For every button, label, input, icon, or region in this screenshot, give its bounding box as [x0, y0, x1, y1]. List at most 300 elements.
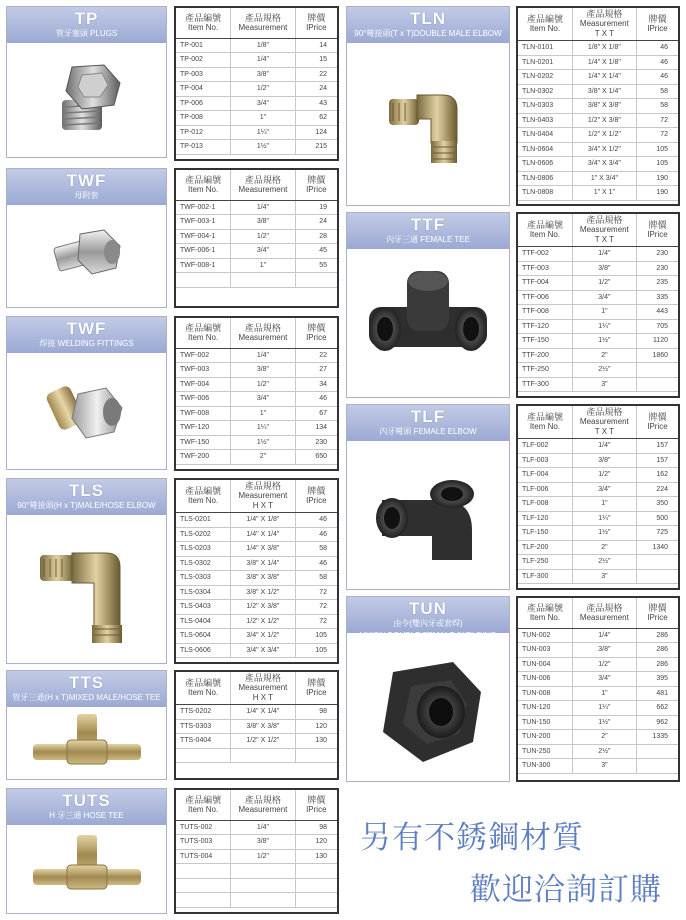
product-subtitle: 管牙三通(H x T)MIXED MALE/HOSE TEE: [12, 693, 161, 702]
price-cell: 481: [636, 686, 678, 701]
item-no-cell: [176, 864, 231, 879]
product-subtitle: 管牙塞頭 PLUGS: [55, 29, 118, 38]
measurement-cell: 1/2" X 1/2": [231, 734, 295, 749]
table-row: [176, 348, 337, 363]
price-cell: 46: [295, 527, 337, 542]
price-header: 牌價 IPrice: [295, 170, 337, 200]
table-header: [176, 318, 337, 348]
measurement-cell: 1/2": [572, 657, 636, 672]
measurement-cell: 1½": [231, 140, 295, 155]
table-row: [176, 864, 337, 879]
product-code: TLF: [410, 407, 446, 426]
item-no-cell: TTF-120: [518, 319, 572, 334]
measurement-cell: 1": [231, 111, 295, 126]
price-cell: 58: [636, 84, 678, 99]
item-no-cell: TTF-003: [518, 261, 572, 276]
mixed-tee-icon: [7, 707, 166, 779]
product-code: TTS: [68, 673, 105, 692]
item-no-cell: TLS-0403: [176, 600, 231, 615]
item-no-cell: TP-013: [176, 140, 231, 155]
table-row: [176, 38, 337, 53]
table-row: [518, 128, 678, 143]
item-no-cell: TUN-120: [518, 701, 572, 716]
item-no-cell: TLF-002: [518, 439, 572, 454]
item-no-cell: TUN-002: [518, 628, 572, 643]
item-no-cell: TLS-0201: [176, 513, 231, 528]
measurement-cell: 1/2": [572, 468, 636, 483]
price-cell: 350: [636, 497, 678, 512]
item-no-cell: TWF-006-1: [176, 244, 231, 259]
table-row: [518, 511, 678, 526]
price-cell: 157: [636, 453, 678, 468]
price-cell: 1340: [636, 540, 678, 555]
item-no-cell: TUN-300: [518, 759, 572, 774]
measurement-cell: 1/4" X 3/8": [231, 542, 295, 557]
price-cell: 45: [295, 244, 337, 259]
measurement-cell: 3/8" X 1/4": [231, 556, 295, 571]
price-table-tls: [174, 478, 339, 664]
product-subtitle: 90°彎接頭(H x T)MALE/HOSE ELBOW: [17, 501, 156, 510]
measurement-cell: 1/4": [231, 200, 295, 215]
table-row: [518, 497, 678, 512]
measurement-cell: 2": [572, 348, 636, 363]
measurement-cell: 3": [572, 759, 636, 774]
measurement-cell: [231, 273, 295, 288]
table-row: [176, 111, 337, 126]
measurement-cell: 1": [572, 686, 636, 701]
table-row: [518, 247, 678, 262]
price-table: [176, 480, 337, 658]
table-row: [176, 421, 337, 436]
price-cell: 46: [295, 513, 337, 528]
item-no-header: 產品編號 Item No.: [176, 8, 231, 38]
item-no-cell: TWF-008: [176, 406, 231, 421]
measurement-cell: 1¼": [231, 125, 295, 140]
header-row: [176, 318, 337, 348]
table-row: [176, 200, 337, 215]
measurement-cell: 1/4" X 1/8": [231, 513, 295, 528]
item-no-cell: TTF-002: [518, 247, 572, 262]
measurement-cell: [231, 878, 295, 893]
price-cell: 130: [295, 849, 337, 864]
price-table-tln: [516, 6, 680, 206]
measurement-cell: [231, 893, 295, 908]
price-cell: 105: [636, 157, 678, 172]
table-row: [176, 585, 337, 600]
measurement-header: 產品規格 Measurement T X T: [572, 8, 636, 41]
item-no-cell: TWF-003-1: [176, 215, 231, 230]
item-no-cell: TLS-0604: [176, 629, 231, 644]
price-cell: 105: [636, 142, 678, 157]
measurement-cell: 3/4": [231, 96, 295, 111]
product-card-tlf: [346, 404, 510, 590]
table-row: [176, 53, 337, 68]
product-subtitle: 母附套: [74, 191, 99, 200]
table-row: [518, 701, 678, 716]
measurement-cell: 1¼": [572, 511, 636, 526]
item-no-cell: TLN-0101: [518, 41, 572, 56]
measurement-header: 產品規格 Measurement: [231, 318, 295, 348]
measurement-cell: 1" X 1": [572, 186, 636, 201]
measurement-cell: 2": [572, 730, 636, 745]
table-row: [176, 392, 337, 407]
table-row: [518, 555, 678, 570]
price-table-tts: [174, 670, 339, 780]
measurement-header: 產品規格 Measurement: [231, 170, 295, 200]
item-no-cell: TLN-0202: [518, 70, 572, 85]
price-cell: 67: [295, 406, 337, 421]
table-row: [176, 527, 337, 542]
measurement-cell: 1/4": [231, 820, 295, 835]
item-no-cell: TLF-004: [518, 468, 572, 483]
table-row: [176, 835, 337, 850]
price-cell: 286: [636, 643, 678, 658]
measurement-cell: 1½": [572, 715, 636, 730]
table-body: [176, 38, 337, 154]
price-header: 牌價 IPrice: [295, 672, 337, 705]
product-code: TP: [74, 9, 99, 28]
price-table-tun: [516, 596, 680, 782]
product-card-tls: [6, 478, 167, 664]
price-cell: [636, 377, 678, 392]
table-row: [518, 453, 678, 468]
measurement-cell: 1/4": [572, 628, 636, 643]
table-row: [518, 686, 678, 701]
measurement-cell: 1¼": [231, 421, 295, 436]
table-row: [176, 125, 337, 140]
table-row: [518, 468, 678, 483]
table-row: [518, 276, 678, 291]
measurement-cell: 1/8" X 1/8": [572, 41, 636, 56]
table-row: [518, 305, 678, 320]
item-no-header: 產品編號 Item No.: [518, 598, 572, 628]
table-header: [518, 598, 678, 628]
price-table: [176, 672, 337, 763]
measurement-cell: 1½": [572, 526, 636, 541]
item-no-cell: TWF-004: [176, 377, 231, 392]
measurement-cell: 1/2": [231, 229, 295, 244]
measurement-cell: 1": [572, 497, 636, 512]
price-cell: 105: [295, 629, 337, 644]
item-no-cell: TWF-150: [176, 435, 231, 450]
header-row: [518, 214, 678, 247]
price-cell: 962: [636, 715, 678, 730]
price-cell: 120: [295, 719, 337, 734]
table-row: [176, 878, 337, 893]
measurement-header: 產品規格 Measurement: [231, 790, 295, 820]
item-no-cell: TLF-008: [518, 497, 572, 512]
product-code: TTF: [410, 215, 446, 234]
table-row: [518, 142, 678, 157]
measurement-cell: 3/8": [231, 67, 295, 82]
price-header: 牌價 IPrice: [295, 790, 337, 820]
table-row: [518, 171, 678, 186]
price-cell: 190: [636, 186, 678, 201]
product-card-twf-welding: [6, 316, 167, 470]
measurement-cell: 1/2" X 1/2": [572, 128, 636, 143]
price-cell: 1335: [636, 730, 678, 745]
item-no-cell: TLN-0303: [518, 99, 572, 114]
item-no-header: 產品編號 Item No.: [176, 672, 231, 705]
price-cell: 62: [295, 111, 337, 126]
table-row: [176, 82, 337, 97]
price-cell: 46: [636, 55, 678, 70]
measurement-cell: 1/2": [572, 276, 636, 291]
table-row: [176, 719, 337, 734]
item-no-cell: TWF-200: [176, 450, 231, 465]
double-male-elbow-icon: [347, 43, 509, 205]
price-header: 牌價 IPrice: [295, 318, 337, 348]
table-row: [176, 820, 337, 835]
measurement-cell: 3/8": [572, 453, 636, 468]
table-row: [518, 334, 678, 349]
measurement-cell: 1/2" X 1/2": [231, 614, 295, 629]
price-cell: 705: [636, 319, 678, 334]
item-no-cell: TTF-200: [518, 348, 572, 363]
price-cell: 98: [295, 705, 337, 720]
item-no-cell: TLN-0606: [518, 157, 572, 172]
table-row: [176, 67, 337, 82]
item-no-cell: TWF-002-1: [176, 200, 231, 215]
product-card-tts: [6, 670, 167, 780]
table-row: [176, 435, 337, 450]
price-cell: [636, 744, 678, 759]
product-card-ttf: [346, 212, 510, 398]
table-body: [176, 200, 337, 287]
item-no-cell: TLF-300: [518, 569, 572, 584]
item-no-cell: TLN-0404: [518, 128, 572, 143]
product-card-twf-female: [6, 168, 167, 308]
price-table: [518, 598, 678, 774]
measurement-cell: 1¼": [572, 701, 636, 716]
product-code: TUTS: [62, 791, 111, 810]
header-row: [176, 672, 337, 705]
measurement-cell: 2": [231, 450, 295, 465]
price-cell: [636, 759, 678, 774]
item-no-cell: TP-004: [176, 82, 231, 97]
price-cell: 19: [295, 200, 337, 215]
price-cell: 27: [295, 363, 337, 378]
price-cell: 230: [636, 247, 678, 262]
table-row: [518, 657, 678, 672]
male-hose-elbow-icon: [7, 515, 166, 663]
measurement-cell: 1/2": [231, 849, 295, 864]
table-row: [518, 319, 678, 334]
price-cell: 286: [636, 657, 678, 672]
table-row: [518, 70, 678, 85]
product-card-tp: [6, 6, 167, 158]
product-card-tuts: [6, 788, 167, 914]
item-no-cell: [176, 748, 231, 763]
product-code: TWF: [66, 171, 107, 190]
table-row: [176, 600, 337, 615]
item-no-header: 產品編號 Item No.: [176, 480, 231, 513]
item-no-cell: TP-001: [176, 38, 231, 53]
measurement-cell: 3/4": [231, 392, 295, 407]
item-no-cell: TTF-008: [518, 305, 572, 320]
table-row: [518, 643, 678, 658]
item-no-cell: TP-008: [176, 111, 231, 126]
item-no-cell: TP-012: [176, 125, 231, 140]
measurement-cell: 3/4" X 3/4": [572, 157, 636, 172]
measurement-cell: 3": [572, 569, 636, 584]
measurement-cell: 3/8" X 3/8": [231, 719, 295, 734]
item-no-cell: TP-002: [176, 53, 231, 68]
table-header: [518, 8, 678, 41]
measurement-cell: [231, 748, 295, 763]
table-header: [518, 214, 678, 247]
table-body: [176, 705, 337, 763]
measurement-header: 產品規格 Measurement T X T: [572, 214, 636, 247]
measurement-cell: [231, 864, 295, 879]
price-cell: 28: [295, 229, 337, 244]
table-row: [176, 556, 337, 571]
price-header: 牌價 IPrice: [636, 214, 678, 247]
measurement-cell: 3/8": [231, 215, 295, 230]
product-subtitle: H 牙三通 HOSE TEE: [49, 811, 124, 820]
price-header: 牌價 IPrice: [636, 406, 678, 439]
item-no-cell: TTF-150: [518, 334, 572, 349]
measurement-cell: 3/4": [572, 672, 636, 687]
price-header: 牌價 IPrice: [295, 8, 337, 38]
hex-plug-icon: [7, 43, 166, 157]
item-no-cell: TWF-004-1: [176, 229, 231, 244]
item-no-cell: TUN-008: [518, 686, 572, 701]
table-row: [518, 730, 678, 745]
table-row: [176, 258, 337, 273]
table-row: [518, 482, 678, 497]
measurement-cell: 3/8": [572, 261, 636, 276]
welding-fitting-icon: [7, 353, 166, 469]
price-cell: 725: [636, 526, 678, 541]
measurement-cell: 1/2": [231, 82, 295, 97]
measurement-cell: 1" X 3/4": [572, 171, 636, 186]
item-no-cell: TUTS-003: [176, 835, 231, 850]
table-row: [176, 643, 337, 658]
measurement-cell: 1/4": [231, 53, 295, 68]
measurement-cell: 3/8" X 3/8": [231, 571, 295, 586]
table-row: [176, 273, 337, 288]
item-no-cell: TLN-0302: [518, 84, 572, 99]
measurement-cell: 1/2" X 3/8": [572, 113, 636, 128]
price-cell: 24: [295, 215, 337, 230]
slogan-line-1: 另有不銹鋼材質: [360, 820, 584, 855]
table-header: [518, 406, 678, 439]
price-cell: 22: [295, 348, 337, 363]
table-row: [176, 244, 337, 259]
price-cell: 157: [636, 439, 678, 454]
table-body: [518, 439, 678, 584]
item-no-header: 產品編號 Item No.: [176, 790, 231, 820]
table-row: [518, 41, 678, 56]
table-row: [518, 186, 678, 201]
item-no-cell: TLS-0304: [176, 585, 231, 600]
price-cell: 24: [295, 82, 337, 97]
union-icon: [347, 643, 509, 781]
item-no-cell: TLF-003: [518, 453, 572, 468]
table-row: [518, 540, 678, 555]
item-no-cell: TLS-0202: [176, 527, 231, 542]
price-cell: [636, 569, 678, 584]
table-row: [518, 261, 678, 276]
product-code: TUN: [409, 599, 447, 618]
price-cell: [636, 555, 678, 570]
price-cell: 105: [295, 643, 337, 658]
price-cell: 500: [636, 511, 678, 526]
price-cell: 72: [636, 113, 678, 128]
price-cell: 15: [295, 53, 337, 68]
table-row: [518, 439, 678, 454]
table-body: [518, 41, 678, 201]
price-cell: 1860: [636, 348, 678, 363]
item-no-cell: TWF-120: [176, 421, 231, 436]
measurement-cell: 3/4" X 1/2": [572, 142, 636, 157]
price-cell: 650: [295, 450, 337, 465]
price-header: 牌價 IPrice: [636, 598, 678, 628]
table-row: [176, 849, 337, 864]
measurement-cell: 1": [231, 406, 295, 421]
product-subtitle: 內牙三通 FEMALE TEE: [386, 235, 470, 244]
table-row: [176, 705, 337, 720]
price-cell: 72: [295, 585, 337, 600]
table-row: [518, 84, 678, 99]
measurement-header: 產品規格 Measurement T X T: [572, 406, 636, 439]
price-table: [518, 214, 678, 392]
price-cell: 58: [295, 571, 337, 586]
header-row: [176, 170, 337, 200]
table-row: [518, 715, 678, 730]
price-cell: 58: [295, 542, 337, 557]
measurement-cell: 1½": [231, 435, 295, 450]
item-no-cell: TWF-002: [176, 348, 231, 363]
item-no-cell: TUTS-002: [176, 820, 231, 835]
table-row: [176, 513, 337, 528]
measurement-cell: 1/8": [231, 38, 295, 53]
price-cell: [636, 363, 678, 378]
product-card-tun: [346, 596, 510, 782]
table-body: [518, 247, 678, 392]
price-cell: 124: [295, 125, 337, 140]
item-no-cell: TLS-0303: [176, 571, 231, 586]
item-no-cell: TP-003: [176, 67, 231, 82]
table-row: [176, 377, 337, 392]
product-code: TLN: [409, 9, 447, 28]
product-code: TLS: [68, 481, 105, 500]
price-cell: 98: [295, 820, 337, 835]
product-subtitle: 內牙彎頭 FEMALE ELBOW: [379, 427, 477, 436]
measurement-cell: 3/4": [231, 244, 295, 259]
price-cell: 235: [636, 276, 678, 291]
measurement-cell: 1¼": [572, 319, 636, 334]
table-row: [518, 363, 678, 378]
measurement-cell: 1/4": [231, 348, 295, 363]
price-cell: [295, 864, 337, 879]
table-row: [176, 571, 337, 586]
price-cell: 230: [295, 435, 337, 450]
table-row: [518, 526, 678, 541]
price-cell: 130: [295, 734, 337, 749]
price-cell: 46: [636, 70, 678, 85]
measurement-cell: 2½": [572, 555, 636, 570]
item-no-cell: TLS-0302: [176, 556, 231, 571]
measurement-cell: 2": [572, 540, 636, 555]
item-no-cell: TLS-0606: [176, 643, 231, 658]
header-row: [176, 790, 337, 820]
price-table-ttf: [516, 212, 680, 398]
product-subtitle: 焊接 WELDING FITTINGS: [39, 339, 134, 348]
price-cell: 58: [636, 99, 678, 114]
price-cell: 134: [295, 421, 337, 436]
